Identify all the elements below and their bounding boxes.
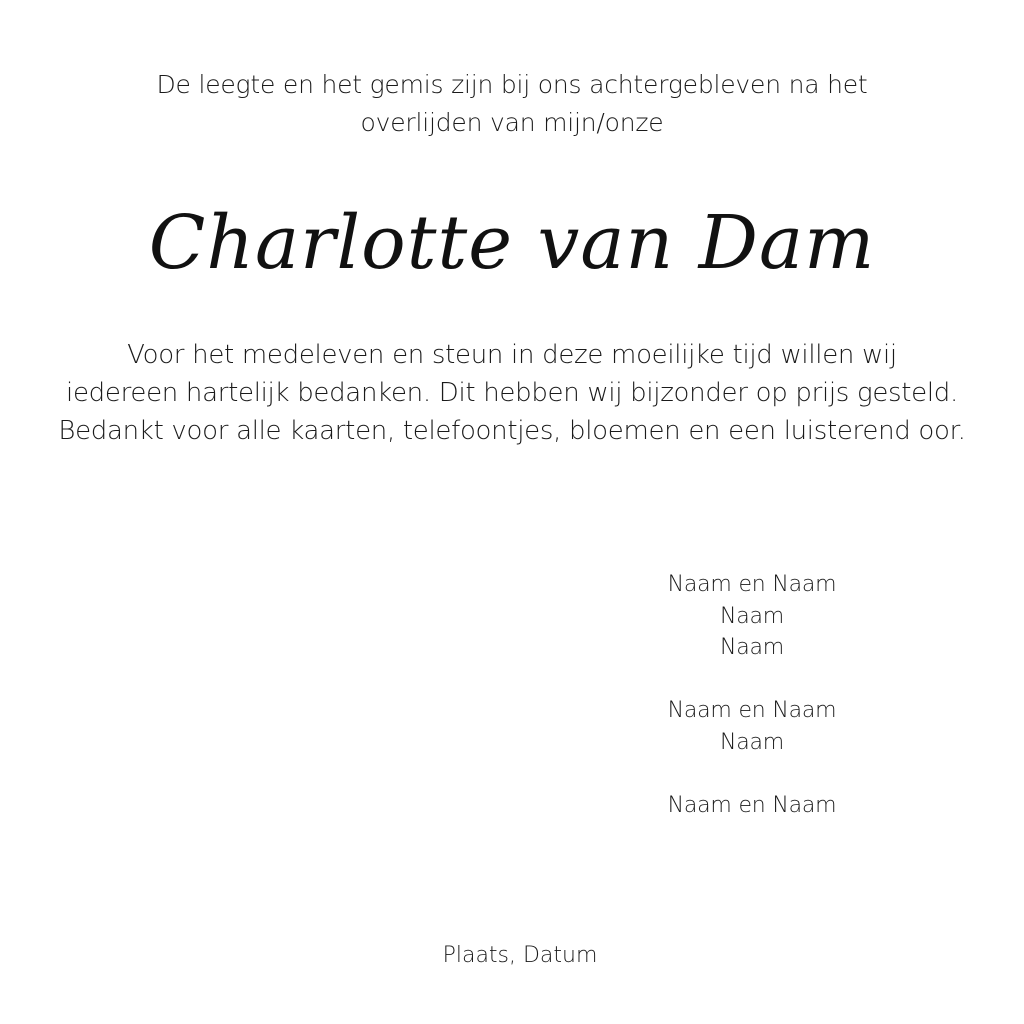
signature-name: Naam	[719, 635, 785, 660]
signature-name: Naam en Naam	[667, 792, 837, 818]
signature-name: Naam	[719, 729, 785, 755]
signature-spacer	[652, 664, 852, 696]
place-date: Plaats, Datum	[442, 943, 598, 968]
deceased-name: Charlotte van Dam	[148, 200, 876, 286]
signature-spacer	[652, 758, 852, 790]
message-line-2: iedereen hartelijk bedanken. Dit hebben wij bijzonder op prijs gesteld.	[66, 378, 958, 408]
message-line-3: Bedankt voor alle kaarten, telefoontjes, bloemen en een luisterend oor.	[58, 416, 966, 446]
intro-line-1: De leegte en het gemis zijn bij ons achtergebleven na het	[156, 70, 868, 99]
intro-line-2: overlijden van mijn/onze	[360, 108, 664, 137]
signature-name: Naam en Naam	[667, 572, 837, 597]
intro-text	[0, 66, 1024, 142]
signature-block	[652, 569, 852, 821]
message-line-1: Voor het medeleven en steun in deze moeilijke tijd willen wij	[127, 340, 897, 370]
signature-name: Naam en Naam	[667, 698, 837, 723]
signature-name: Naam	[719, 603, 785, 629]
thank-you-message	[0, 336, 1024, 450]
